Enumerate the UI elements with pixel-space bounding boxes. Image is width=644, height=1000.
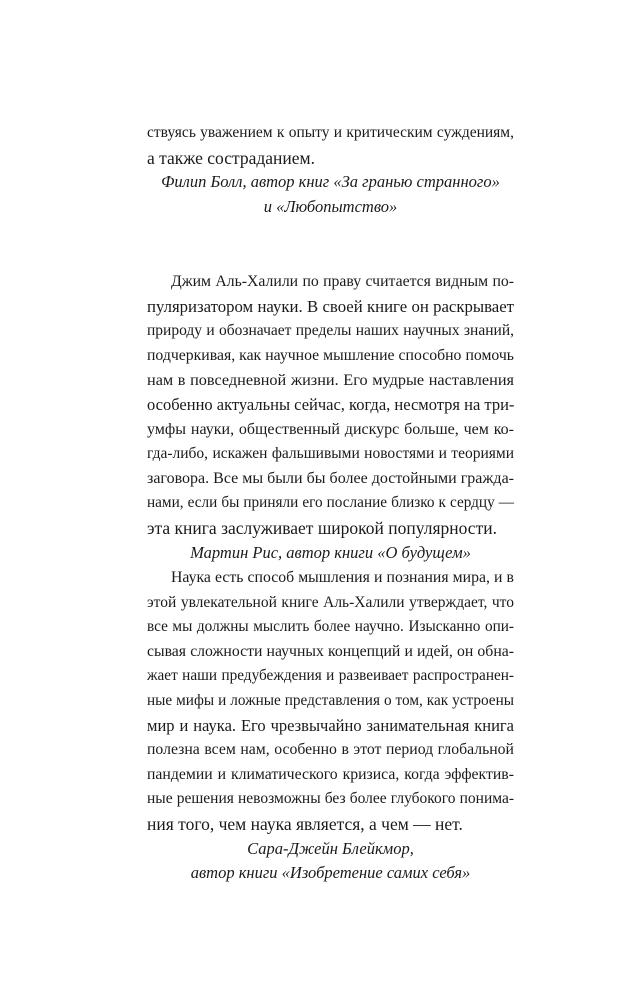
review-attribution: и «Любопытство» bbox=[263, 196, 398, 216]
review-text-line: заговора. Все мы были бы более достойными гражда- bbox=[147, 469, 514, 487]
review-text-line: Наука есть способ мышления и познания мира, и в bbox=[171, 569, 514, 586]
review-attribution: Филип Болл, автор книг «За гранью странного» bbox=[161, 172, 500, 192]
review-text-line: мир и наука. Его чрезвычайно занимательная книга bbox=[147, 715, 514, 735]
review-text-line: сывая сложности научных концепций и идей, он обна- bbox=[147, 642, 514, 660]
review-text-line: жает наши предубеждения и развеивает распространен- bbox=[147, 667, 514, 685]
review-text-line: полезна всем нам, особенно в этот период глобальной bbox=[147, 741, 514, 759]
review-block-rees bbox=[147, 270, 514, 565]
review-text-line: ные решения невозможны без более глубокого понима- bbox=[147, 790, 514, 808]
review-text-line: ные мифы и ложные представления о том, как устроены bbox=[147, 691, 514, 709]
review-text-line: подчеркивая, как научное мышление способно помочь bbox=[147, 346, 514, 364]
review-text-line: а также состраданием. bbox=[147, 147, 315, 168]
review-text-line: пандемии и климатического кризиса, когда эффектив- bbox=[147, 765, 514, 783]
review-attribution: Сара-Джейн Блейкмор, bbox=[247, 838, 414, 858]
review-text-line: этой увлекательной книге Аль-Халили утверждает, что bbox=[147, 593, 514, 611]
review-text-line: природу и обозначает пределы наших научных знаний, bbox=[147, 322, 514, 340]
review-text-line: ния того, чем наука является, а чем — нет. bbox=[147, 813, 463, 834]
review-text-line: гда-либо, искажен фальшивыми новостями и теориями bbox=[147, 445, 514, 463]
review-text-line: особенно актуальны сейчас, когда, несмотря на три- bbox=[147, 394, 515, 414]
review-text-line: пуляризатором науки. В своей книге он раскрывает bbox=[147, 296, 514, 316]
review-text-line: ствуясь уважением к опыту и критическим суждениям, bbox=[147, 124, 514, 141]
review-block-ball bbox=[147, 121, 514, 219]
review-text-line: Джим Аль-Халили по праву считается видным по- bbox=[171, 273, 514, 290]
review-block-blakemore bbox=[147, 566, 514, 886]
review-text-line: нам в повседневной жизни. Его мудрые наставления bbox=[147, 371, 514, 390]
review-attribution: автор книги «Изобретение самих себя» bbox=[190, 863, 471, 883]
review-text-line: умфы науки, общественный дискурс больше, чем ко- bbox=[147, 420, 514, 438]
review-text-line: эта книга заслуживает широкой популярности. bbox=[147, 517, 497, 538]
review-attribution: Мартин Рис, автор книги «О будущем» bbox=[190, 542, 471, 562]
review-text-line: все мы должны мыслить более научно. Изысканно опи- bbox=[147, 618, 514, 636]
review-text-line: нами, если бы приняли его послание близко к сердцу — bbox=[147, 494, 514, 512]
